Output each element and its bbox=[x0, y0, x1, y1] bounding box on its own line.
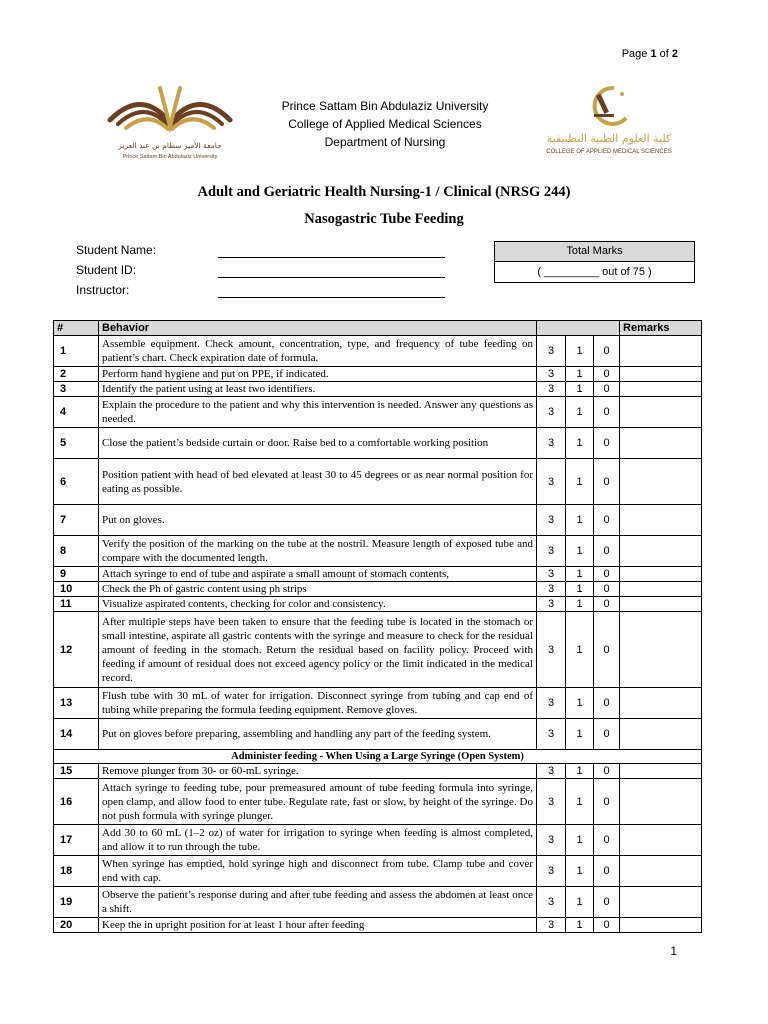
step-behavior: Flush tube with 30 mL of water for irrigation. Disconnect syringe from tubing and cap end of tubing while preparing the formula feeding equipment. Remove gloves. bbox=[99, 688, 537, 719]
institution-block bbox=[260, 97, 510, 151]
score-1-option[interactable]: 1 bbox=[566, 567, 594, 582]
checklist-table bbox=[53, 320, 702, 933]
step-number: 12 bbox=[54, 612, 99, 688]
table-row bbox=[54, 597, 702, 612]
step-behavior: Put on gloves. bbox=[99, 505, 537, 536]
step-behavior: Explain the procedure to the patient and why this intervention is needed. Answer any questions as needed. bbox=[99, 397, 537, 428]
table-row bbox=[54, 428, 702, 459]
score-0-option[interactable]: 0 bbox=[594, 397, 620, 428]
score-0-option[interactable]: 0 bbox=[594, 597, 620, 612]
score-0-option[interactable]: 0 bbox=[594, 336, 620, 367]
remarks-cell[interactable] bbox=[620, 887, 702, 918]
score-0-option[interactable]: 0 bbox=[594, 428, 620, 459]
remarks-cell[interactable] bbox=[620, 719, 702, 750]
section-title: Administer feeding - When Using a Large Syringe (Open System) bbox=[54, 750, 702, 764]
microscope-emblem-icon bbox=[594, 88, 626, 124]
score-0-option[interactable]: 0 bbox=[594, 856, 620, 887]
score-0-option[interactable]: 0 bbox=[594, 367, 620, 382]
step-number: 8 bbox=[54, 536, 99, 567]
score-3-option[interactable]: 3 bbox=[537, 612, 566, 688]
score-1-option[interactable]: 1 bbox=[566, 397, 594, 428]
remarks-cell[interactable] bbox=[620, 825, 702, 856]
score-3-option[interactable]: 3 bbox=[537, 887, 566, 918]
score-0-option[interactable]: 0 bbox=[594, 779, 620, 825]
step-behavior: Close the patient’s bedside curtain or door. Raise bed to a comfortable working position bbox=[99, 428, 537, 459]
step-behavior: Perform hand hygiene and put on PPE, if indicated. bbox=[99, 367, 537, 382]
score-1-option[interactable]: 1 bbox=[566, 382, 594, 397]
score-1-option[interactable]: 1 bbox=[566, 779, 594, 825]
score-1-option[interactable]: 1 bbox=[566, 825, 594, 856]
step-number: 15 bbox=[54, 764, 99, 779]
college-logo bbox=[536, 82, 682, 160]
student-name-field[interactable] bbox=[218, 256, 445, 258]
score-0-option[interactable]: 0 bbox=[594, 825, 620, 856]
table-row bbox=[54, 719, 702, 750]
step-number: 13 bbox=[54, 688, 99, 719]
table-row bbox=[54, 612, 702, 688]
header-remarks: Remarks bbox=[620, 321, 702, 336]
page-indicator: Page 1 of 2 bbox=[621, 48, 678, 60]
step-behavior: Add 30 to 60 mL (1–2 oz) of water for irrigation to syringe when feeding is almost completed, and allow it to run through the tube. bbox=[99, 825, 537, 856]
step-number: 9 bbox=[54, 567, 99, 582]
remarks-cell[interactable] bbox=[620, 597, 702, 612]
score-1-option[interactable]: 1 bbox=[566, 459, 594, 505]
score-0-option[interactable]: 0 bbox=[594, 567, 620, 582]
logo-arabic-text: جامعة الأمير سطام بن عبد العزيز bbox=[118, 141, 222, 150]
step-behavior: Visualize aspirated contents, checking for color and consistency. bbox=[99, 597, 537, 612]
step-behavior: Check the Ph of gastric content using ph strips bbox=[99, 582, 537, 597]
table-row bbox=[54, 459, 702, 505]
department-name: Department of Nursing bbox=[324, 135, 446, 149]
step-number: 14 bbox=[54, 719, 99, 750]
total-marks-value[interactable]: ( _________ out of 75 ) bbox=[537, 266, 652, 278]
step-behavior: Verify the position of the marking on the tube at the nostril. Measure length of exposed tube and compare with the documented length. bbox=[99, 536, 537, 567]
header-number: # bbox=[54, 321, 99, 336]
step-number: 6 bbox=[54, 459, 99, 505]
score-1-option[interactable]: 1 bbox=[566, 536, 594, 567]
table-row bbox=[54, 382, 702, 397]
score-3-option[interactable]: 3 bbox=[537, 582, 566, 597]
instructor-field[interactable] bbox=[218, 296, 445, 298]
table-row bbox=[54, 536, 702, 567]
header-behavior: Behavior bbox=[99, 321, 537, 336]
step-number: 11 bbox=[54, 597, 99, 612]
table-row bbox=[54, 505, 702, 536]
step-number: 1 bbox=[54, 336, 99, 367]
score-1-option[interactable]: 1 bbox=[566, 764, 594, 779]
score-3-option[interactable]: 3 bbox=[537, 764, 566, 779]
remarks-cell[interactable] bbox=[620, 582, 702, 597]
score-3-option[interactable]: 3 bbox=[537, 597, 566, 612]
student-id-field[interactable] bbox=[218, 276, 445, 278]
score-1-option[interactable]: 1 bbox=[566, 367, 594, 382]
section-header-row bbox=[54, 750, 702, 764]
table-row bbox=[54, 918, 702, 933]
step-number: 16 bbox=[54, 779, 99, 825]
remarks-cell[interactable] bbox=[620, 505, 702, 536]
remarks-cell[interactable] bbox=[620, 764, 702, 779]
table-header-row bbox=[54, 321, 702, 336]
table-row bbox=[54, 336, 702, 367]
score-1-option[interactable]: 1 bbox=[566, 918, 594, 933]
score-3-option[interactable]: 3 bbox=[537, 856, 566, 887]
table-row bbox=[54, 567, 702, 582]
table-row bbox=[54, 367, 702, 382]
remarks-cell[interactable] bbox=[620, 918, 702, 933]
remarks-cell[interactable] bbox=[620, 567, 702, 582]
score-1-option[interactable]: 1 bbox=[566, 505, 594, 536]
university-logo bbox=[100, 80, 240, 162]
step-number: 20 bbox=[54, 918, 99, 933]
university-name: Prince Sattam Bin Abdulaziz University bbox=[281, 99, 489, 113]
document-title: Nasogastric Tube Feeding bbox=[304, 211, 464, 227]
score-1-option[interactable]: 1 bbox=[566, 887, 594, 918]
score-3-option[interactable]: 3 bbox=[537, 367, 566, 382]
remarks-cell[interactable] bbox=[620, 856, 702, 887]
score-3-option[interactable]: 3 bbox=[537, 688, 566, 719]
score-0-option[interactable]: 0 bbox=[594, 536, 620, 567]
header-score bbox=[537, 321, 620, 336]
remarks-cell[interactable] bbox=[620, 382, 702, 397]
score-0-option[interactable]: 0 bbox=[594, 918, 620, 933]
remarks-cell[interactable] bbox=[620, 612, 702, 688]
score-3-option[interactable]: 3 bbox=[537, 567, 566, 582]
remarks-cell[interactable] bbox=[620, 428, 702, 459]
instructor-label: Instructor: bbox=[76, 283, 130, 297]
logo-arabic-text: كلية العلوم الطبية التطبيقية bbox=[546, 132, 672, 145]
step-behavior: Observe the patient’s response during and after tube feeding and assess the abdomen at least once a shift. bbox=[99, 887, 537, 918]
score-1-option[interactable]: 1 bbox=[566, 597, 594, 612]
step-behavior: Identify the patient using at least two identifiers. bbox=[99, 382, 537, 397]
step-behavior: Keep the in upright position for at least 1 hour after feeding bbox=[99, 918, 537, 933]
step-number: 19 bbox=[54, 887, 99, 918]
score-3-option[interactable]: 3 bbox=[537, 779, 566, 825]
remarks-cell[interactable] bbox=[620, 779, 702, 825]
score-3-option[interactable]: 3 bbox=[537, 505, 566, 536]
step-number: 17 bbox=[54, 825, 99, 856]
current-page-number: 1 bbox=[650, 48, 657, 60]
page-footer-number: 1 bbox=[670, 944, 677, 958]
step-behavior: Assemble equipment. Check amount, concentration, type, and frequency of tube feeding on patient’s chart. Check expiration date of formula. bbox=[99, 336, 537, 367]
score-3-option[interactable]: 3 bbox=[537, 428, 566, 459]
logo-english-text: COLLEGE OF APPLIED MEDICAL SCIENCES bbox=[546, 149, 672, 155]
student-id-label: Student ID: bbox=[76, 263, 137, 277]
logo-book-arcs bbox=[110, 88, 230, 129]
student-name-label: Student Name: bbox=[76, 243, 157, 257]
remarks-cell[interactable] bbox=[620, 367, 702, 382]
step-behavior: Position patient with head of bed elevated at least 30 to 45 degrees or as near normal position for eating as possible. bbox=[99, 459, 537, 505]
table-row bbox=[54, 887, 702, 918]
score-1-option[interactable]: 1 bbox=[566, 336, 594, 367]
score-3-option[interactable]: 3 bbox=[537, 397, 566, 428]
score-3-option[interactable]: 3 bbox=[537, 719, 566, 750]
step-behavior: Attach syringe to feeding tube, pour premeasured amount of tube feeding formula into syringe, open clamp, and allow food to enter tube. Regulate rate, fast or slow, by height of the syringe. Do not push formula with syringe plunger. bbox=[99, 779, 537, 825]
score-0-option[interactable]: 0 bbox=[594, 505, 620, 536]
step-number: 7 bbox=[54, 505, 99, 536]
score-3-option[interactable]: 3 bbox=[537, 918, 566, 933]
step-number: 10 bbox=[54, 582, 99, 597]
table-row bbox=[54, 397, 702, 428]
remarks-cell[interactable] bbox=[620, 459, 702, 505]
step-behavior: Put on gloves before preparing, assembling and handling any part of the feeding system. bbox=[99, 719, 537, 750]
total-marks-header: Total Marks bbox=[495, 242, 694, 262]
score-1-option[interactable]: 1 bbox=[566, 856, 594, 887]
score-0-option[interactable]: 0 bbox=[594, 887, 620, 918]
score-1-option[interactable]: 1 bbox=[566, 582, 594, 597]
step-number: 18 bbox=[54, 856, 99, 887]
score-1-option[interactable]: 1 bbox=[566, 719, 594, 750]
score-0-option[interactable]: 0 bbox=[594, 459, 620, 505]
remarks-cell[interactable] bbox=[620, 336, 702, 367]
table-row bbox=[54, 764, 702, 779]
total-marks-box bbox=[494, 241, 695, 283]
step-number: 4 bbox=[54, 397, 99, 428]
score-0-option[interactable]: 0 bbox=[594, 382, 620, 397]
table-row bbox=[54, 582, 702, 597]
score-0-option[interactable]: 0 bbox=[594, 764, 620, 779]
course-title: Adult and Geriatric Health Nursing-1 / Clinical (NRSG 244) bbox=[197, 184, 571, 200]
remarks-cell[interactable] bbox=[620, 397, 702, 428]
score-3-option[interactable]: 3 bbox=[537, 825, 566, 856]
step-behavior: When syringe has emptied, hold syringe high and disconnect from tube. Clamp tube and cover end with cap. bbox=[99, 856, 537, 887]
score-0-option[interactable]: 0 bbox=[594, 688, 620, 719]
score-0-option[interactable]: 0 bbox=[594, 719, 620, 750]
step-number: 5 bbox=[54, 428, 99, 459]
remarks-cell[interactable] bbox=[620, 536, 702, 567]
score-0-option[interactable]: 0 bbox=[594, 582, 620, 597]
table-row bbox=[54, 779, 702, 825]
table-row bbox=[54, 688, 702, 719]
score-3-option[interactable]: 3 bbox=[537, 536, 566, 567]
logo-english-text: Prince Sattam Bin Abdulaziz University bbox=[122, 154, 218, 160]
table-row bbox=[54, 825, 702, 856]
step-behavior: Remove plunger from 30- or 60-mL syringe. bbox=[99, 764, 537, 779]
score-1-option[interactable]: 1 bbox=[566, 428, 594, 459]
step-number: 3 bbox=[54, 382, 99, 397]
step-behavior: After multiple steps have been taken to ensure that the feeding tube is located in the stomach or small intestine, aspirate all gastric contents with the syringe and measure to check for the residual amount of feeding in the stomach. Return the residual based on facility policy. Proceed with feeding if amount of residual does not exceed agency policy or the limit indicated in the medical record. bbox=[99, 612, 537, 688]
score-1-option[interactable]: 1 bbox=[566, 612, 594, 688]
total-page-number: 2 bbox=[671, 48, 678, 60]
college-name: College of Applied Medical Sciences bbox=[288, 117, 482, 131]
score-1-option[interactable]: 1 bbox=[566, 688, 594, 719]
step-number: 2 bbox=[54, 367, 99, 382]
step-behavior: Attach syringe to end of tube and aspirate a small amount of stomach contents, bbox=[99, 567, 537, 582]
score-0-option[interactable]: 0 bbox=[594, 612, 620, 688]
score-3-option[interactable]: 3 bbox=[537, 336, 566, 367]
score-3-option[interactable]: 3 bbox=[537, 382, 566, 397]
table-row bbox=[54, 856, 702, 887]
remarks-cell[interactable] bbox=[620, 688, 702, 719]
score-3-option[interactable]: 3 bbox=[537, 459, 566, 505]
